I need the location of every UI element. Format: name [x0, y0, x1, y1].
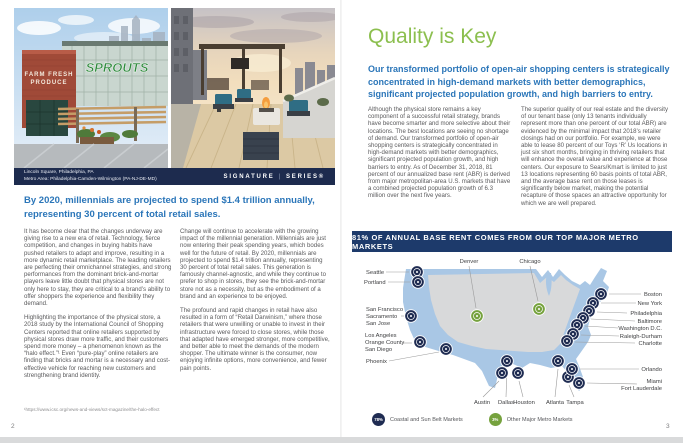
map-marker-denver	[471, 310, 484, 323]
farm-fresh-sign-line1: FARM FRESH	[24, 72, 74, 78]
map-city-label-baltimore: Baltimore	[637, 319, 662, 325]
page-bottom-edge	[0, 437, 683, 443]
map-leader-line-washington-dc	[585, 326, 618, 328]
map-leader-line-baltimore	[591, 319, 635, 321]
map-marker-miami	[573, 377, 586, 390]
map-marker-dallas	[501, 355, 514, 368]
right-column-2	[521, 106, 669, 214]
map-leader-line-tampa	[569, 385, 574, 397]
signature-series-logo	[224, 174, 325, 180]
map-city-label-denver: Denver	[459, 259, 479, 265]
map-city-label-tampa: Tampa	[566, 400, 584, 406]
cube-seat	[243, 132, 279, 160]
rooftop-terrace-illustration	[171, 8, 335, 168]
legend-item-coastal	[372, 413, 463, 426]
abr-banner: 81% OF ANNUAL BASE RENT COMES FROM OUR TOP MAJOR METRO MARKETS	[352, 231, 672, 252]
map-leader-line-miami	[587, 383, 637, 384]
paragraph: Highlighting the importance of the physical store, a 2018 study by the International Council of Shopping Centers reported that online retailers supported by physical stores draw more traffic, and their customers spend more money – a phenomenon known as the “halo effect.”¹ Even “pure-play” online retailers are finding that bricks and mortar is a necessary and cost-effective vehicle for reaching new customers and strengthening brand identity.	[24, 314, 170, 379]
series-word: SERIES®	[285, 173, 325, 180]
map-marker-los-angeles	[414, 336, 427, 349]
map-city-label-san-francisco: San Francisco Sacramento San Jose	[366, 307, 404, 327]
map-city-label-houston: Houston	[513, 400, 535, 406]
intro-statement: Our transformed portfolio of open-air shopping centers is strategically concentrated in high-demand markets with better demographics, significant projected population growth, and high barriers to entry.	[368, 64, 670, 99]
legend-item-other	[489, 413, 573, 426]
pavement	[14, 144, 168, 168]
metro-markets-map	[352, 256, 672, 408]
farm-fresh-sign-line2: PRODUCE	[30, 80, 68, 86]
map-city-label-orlando: Orlando	[641, 367, 662, 373]
left-column-2	[180, 228, 330, 379]
map-city-label-new-york: New York	[637, 301, 662, 307]
map-city-label-philadelphia: Philadelphia	[630, 311, 662, 317]
map-city-label-dallas: Dallas	[497, 400, 515, 406]
footnote: ¹https://www.icsc.org/news-and-views/sct-magazine/the-halo-effect	[24, 407, 160, 412]
page-number-right: 3	[666, 423, 670, 430]
map-leader-line-houston	[519, 381, 523, 397]
map-marker-phoenix	[440, 343, 453, 356]
map-city-label-raleigh-durham: Raleigh-Durham	[619, 334, 662, 340]
lounge-chair	[213, 94, 234, 109]
map-city-label-portland: Portland	[364, 280, 386, 286]
sprouts-sign: SPROUTS	[85, 60, 149, 75]
map-marker-austin	[496, 367, 509, 380]
map-city-label-atlanta: Atlanta	[545, 400, 565, 406]
storefront-photo	[14, 8, 168, 168]
left-column-1	[24, 228, 172, 386]
map-leader-line-philadelphia	[597, 312, 627, 313]
paragraph: It has become clear that the changes underway are giving rise to a new era of retail. Technology, fierce competition, and changes in buying habits have pushed retailers to adapt and improve, resulting in a more dynamic retail marketplace. The leading retailers are perfecting their omnichannel strategies, and strong performances from the dominant brick-and-mortar players leave little doubt that physical stores are not only here to stay, they are critical to a brand’s ability to offer shoppers the experience and flexibility they demand.	[24, 228, 172, 308]
signature-word: SIGNATURE	[223, 173, 275, 180]
spread-gutter	[340, 0, 342, 443]
map-city-label-los-angeles: Los Angeles Orange County San Diego	[365, 333, 405, 353]
page-number-left: 2	[11, 423, 15, 430]
map-city-label-chicago: Chicago	[519, 259, 541, 265]
legend-label: Coastal and Sun Belt Markets	[390, 416, 463, 423]
lounge-chair	[235, 89, 253, 102]
other-legend-dot: 3%	[489, 413, 502, 426]
map-city-label-seattle: Seattle	[366, 270, 385, 276]
metro-map-svg	[352, 256, 672, 408]
map-marker-atlanta	[552, 355, 565, 368]
caption-line2: Metro Area: Philadelphia-Camden-Wilmington (PA-NJ-DE-MD)	[24, 176, 157, 182]
lounge-chair	[287, 100, 310, 116]
map-marker-charlotte	[561, 335, 574, 348]
map-marker-orlando	[566, 363, 579, 376]
map-marker-houston	[512, 367, 525, 380]
map-city-label-washington-dc: Washington D.C.	[618, 326, 662, 332]
map-city-label-phoenix: Phoenix	[366, 359, 387, 365]
right-column-1	[368, 106, 511, 207]
paragraph: Change will continue to accelerate with the growing impact of the millennial generation. Millennials are just now entering their peak spending years, which bodes well for the future of retail. By 2020, millennials are projected to spend $1.4 trillion annually, representing 30 percent of total retail sales. This generation is famously channel-agnostic, and while they continue to prefer to shop in stores, they see the brick-and-mortar store not as a necessity, but as the embodiment of a brand and an experience to be enjoyed.	[180, 228, 327, 300]
map-city-label-miami: Miami Fort Lauderdale	[621, 379, 662, 392]
map-marker-san-francisco	[405, 310, 418, 323]
map-legend	[372, 413, 572, 426]
photo-caption-bar	[14, 168, 335, 185]
map-city-label-charlotte: Charlotte	[638, 341, 662, 347]
paragraph: Although the physical store remains a key component of a successful retail strategy, brands have become smarter and more selective about their locations. The best locations are seeing no shortage of demand. Our transformed portfolio of open-air shopping centers is strategically concentrated in high-demand markets with better demographics, significant projected population growth, and high barriers to entry. As of December 31, 2018, 81 percent of our annualized base rent (ABR) is derived from major metropolitan-area U.S. markets that have a combined projected population growth of 6.3 million over the next five years.	[368, 106, 511, 200]
millennials-headline: By 2020, millennials are projected to spend $1.4 trillion annually, representing 30 percent of total retail sales.	[24, 195, 315, 220]
map-leader-line-phoenix	[389, 352, 439, 361]
map-city-label-austin: Austin	[473, 400, 491, 406]
coastal-legend-dot: 78%	[372, 413, 385, 426]
paragraph: The superior quality of our real estate and the diversity of our tenant base (only 13 tenants individually represent more than one percent of our total ABR) are evidenced by the minimal impact that 2018’s retailer closings had on our portfolio. For example, we were able to lease 80 percent of our Toys ‘R’ Us locations in just six short months, bringing in thriving retailers that will enhance the overall value and experience at those centers. Our exposure to Sears/Kmart is limited to just 13 locations representing 60 basis points of total ABR, and the average base rent on those leases is significantly below market, making the potential recapture of those spaces an attractive opportunity for which we are well prepared.	[521, 106, 669, 207]
legend-label: Other Major Metro Markets	[506, 416, 573, 423]
rooftop-terrace-photo	[171, 8, 335, 168]
map-marker-chicago	[533, 303, 546, 316]
caption-line1: Lincoln Square, Philadelphia, PA	[24, 170, 94, 176]
map-city-label-boston: Boston	[643, 292, 662, 298]
map-marker-portland	[412, 276, 425, 289]
photo-caption	[24, 170, 157, 182]
storefront-photo-illustration	[14, 8, 168, 168]
page-title: Quality is Key	[368, 25, 497, 48]
glass-facade	[62, 41, 168, 106]
signature-divider: |	[278, 173, 282, 180]
map-leader-line-atlanta	[555, 369, 558, 397]
paragraph: The profound and rapid changes in retail have also resulted in a form of “Retail Darwinism,” where those retailers that were unwilling or unable to invest in their infrastructure were forced to close stores, while those that adapted have emerged stronger, more competitive, and better able to meet the demands of the modern shopper. The ultimate winner is the consumer, now enjoying infinite options, more convenience, and fewer pain points.	[180, 307, 330, 372]
